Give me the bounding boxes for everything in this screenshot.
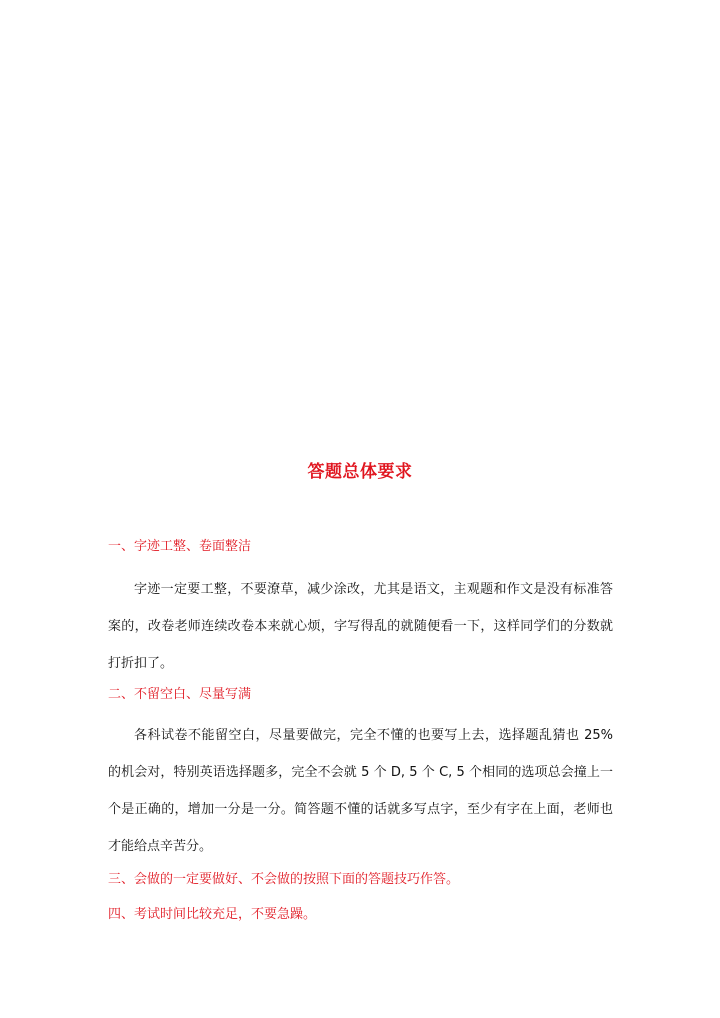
section-heading-1: 一、字迹工整、卷面整洁 bbox=[108, 539, 252, 554]
section-heading-2: 二、不留空白、尽量写满 bbox=[108, 687, 252, 702]
section-heading-4: 四、考试时间比较充足，不要急躁。 bbox=[108, 907, 317, 922]
section-paragraph-1: 字迹一定要工整，不要潦草，减少涂改，尤其是语文，主观题和作文是没有标准答案的，改卷老师连续改卷本来就心烦，字写得乱的就随便看一下，这样同学们的分数就打折扣了。 bbox=[108, 582, 613, 671]
section-heading-3: 三、会做的一定要做好、不会做的按照下面的答题技巧作答。 bbox=[108, 872, 460, 887]
document-body bbox=[108, 536, 613, 926]
document-title: 答题总体要求 bbox=[307, 462, 413, 482]
section-paragraph-2: 各科试卷不能留空白，尽量要做完，完全不懂的也要写上去，选择题乱猜也 25% 的机会对，特别英语选择题多，完全不会就 5 个 D, 5 个 C, 5 个相同的选项总会撞上一个是正确的，增加一分是一分。简答题不懂的话就多写点字，至少有字在上面，老师也才能给点辛苦分。 bbox=[108, 728, 613, 854]
